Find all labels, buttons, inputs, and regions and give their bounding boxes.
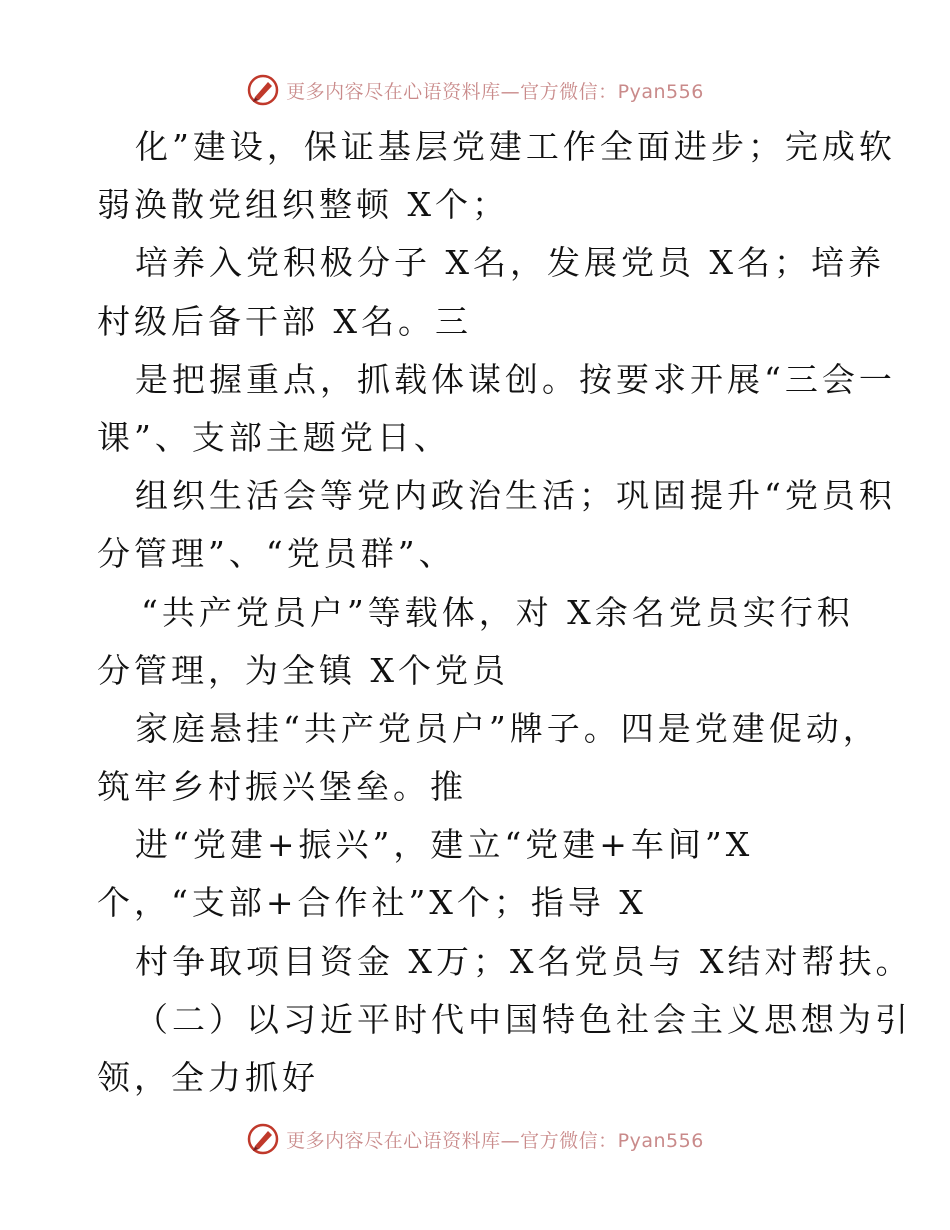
text-line: 家庭悬挂“共产党员户”牌子。四是党建促动，: [135, 708, 880, 748]
text-line: 村级后备干部 X名。三: [97, 301, 472, 341]
text-line: 分管理，为全镇 X个党员: [97, 650, 509, 690]
header-watermark: [0, 72, 950, 108]
footer-watermark: [0, 1121, 950, 1157]
text-line: 领，全力抓好: [97, 1058, 319, 1097]
text-line: 化”建设，保证基层党建工作全面进步；完成软: [135, 127, 896, 166]
pen-circle-icon: [246, 73, 280, 107]
document-body: [97, 118, 913, 1107]
watermark-text: 更多内容尽在心语资料库—官方微信：Pyan556: [286, 80, 704, 103]
text-line: 弱涣散党组织整顿 X个；: [97, 185, 509, 225]
text-line: 村争取项目资金 X万；X名党员与 X结对帮扶。: [135, 941, 913, 981]
text-line: 进“党建+振兴”，建立“党建+车间”X: [135, 825, 754, 865]
watermark-text: 更多内容尽在心语资料库—官方微信：Pyan556: [286, 1129, 704, 1152]
text-line: 个，“支部+合作社”X个；指导 X: [97, 883, 647, 923]
text-line: 分管理”、“党员群”、: [97, 534, 456, 574]
pen-circle-icon: [246, 1122, 280, 1156]
text-line: 是把握重点，抓载体谋创。按要求开展“三会一: [135, 359, 896, 399]
text-line: 培养入党积极分子 X名，发展党员 X名；培养: [135, 243, 885, 283]
text-line: （二）以习近平时代中国特色社会主义思想为引: [135, 999, 912, 1039]
text-line: 筑牢乡村振兴堡垒。推: [97, 767, 467, 807]
text-line: 组织生活会等党内政治生活；巩固提升“党员积: [135, 476, 896, 516]
text-line: 课”、支部主题党日、: [97, 417, 451, 457]
text-line: “共产党员户”等载体，对 X余名党员实行积: [141, 592, 854, 632]
